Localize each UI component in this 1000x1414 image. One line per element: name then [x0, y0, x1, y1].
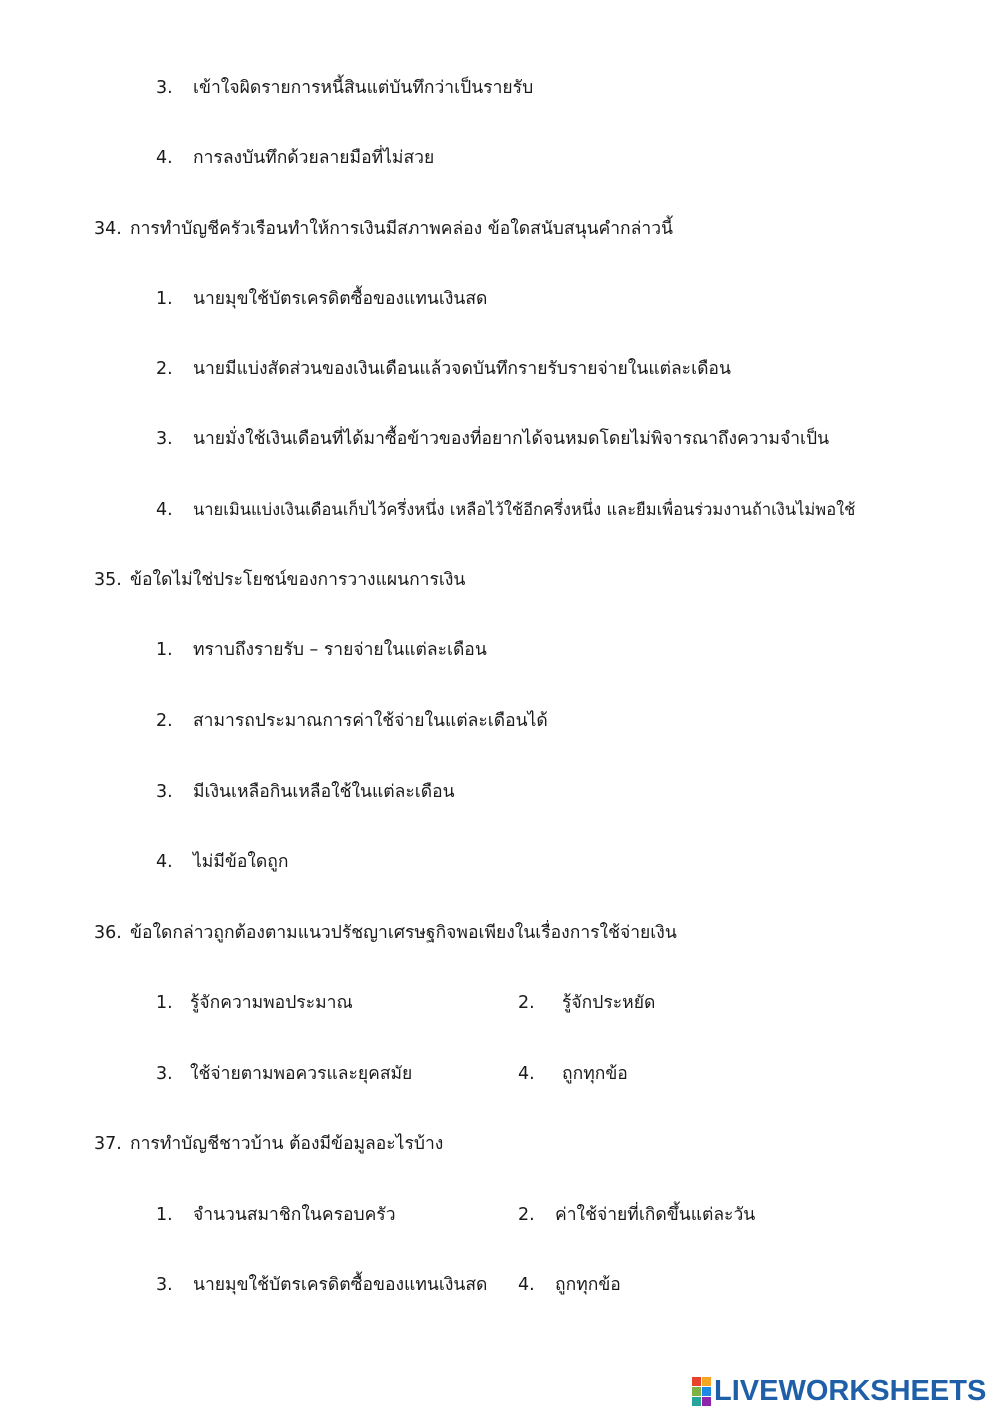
option-number: 1. — [156, 1205, 173, 1225]
liveworksheets-logo — [692, 1376, 986, 1406]
option-text: นายมั่งใช้เงินเดือนที่ได้มาซื้อข้าวของที่อยากได้จนหมดโดยไม่พิจารณาถึงความจำเป็น — [193, 429, 830, 449]
option-number: 1. — [156, 993, 173, 1013]
option-number: 4. — [156, 852, 173, 872]
option-number: 4. — [518, 1064, 535, 1084]
option-text: ไม่มีข้อใดถูก — [193, 852, 289, 872]
logo-square — [692, 1387, 701, 1396]
option-text: รู้จักความพอประมาณ — [190, 993, 353, 1013]
option-number: 2. — [518, 1205, 535, 1225]
option-text: จำนวนสมาชิกในครอบครัว — [193, 1205, 396, 1225]
question-number: 35. — [94, 570, 122, 590]
option-text: ทราบถึงรายรับ – รายจ่ายในแต่ละเดือน — [193, 640, 487, 660]
option-text: นายเมินแบ่งเงินเดือนเก็บไว้ครึ่งหนึ่ง เหลือไว้ใช้อีกครึ่งหนึ่ง และยืมเพื่อนร่วมงานถ้าเงินไม่พอใช้ — [193, 500, 856, 519]
option-number: 3. — [156, 78, 173, 98]
option-number: 4. — [156, 148, 173, 168]
logo-square — [692, 1397, 701, 1406]
question-number: 34. — [94, 219, 122, 239]
question-text: การทำบัญชีชาวบ้าน ต้องมีข้อมูลอะไรบ้าง — [130, 1134, 444, 1154]
logo-square — [692, 1377, 701, 1386]
option-number: 3. — [156, 1275, 173, 1295]
question-text: การทำบัญชีครัวเรือนทำให้การเงินมีสภาพคล่อง ข้อใดสนับสนุนคำกล่าวนี้ — [130, 219, 673, 239]
option-number: 3. — [156, 782, 173, 802]
option-text: ค่าใช้จ่ายที่เกิดขึ้นแต่ละวัน — [555, 1205, 756, 1225]
option-number: 2. — [156, 359, 173, 379]
option-text: นายมีแบ่งสัดส่วนของเงินเดือนแล้วจดบันทึกรายรับรายจ่ายในแต่ละเดือน — [193, 359, 731, 379]
brand-name: LIVEWORKSHEETS — [714, 1374, 987, 1407]
option-text: ใช้จ่ายตามพอควรและยุคสมัย — [190, 1064, 413, 1084]
option-number: 2. — [156, 711, 173, 731]
option-text: เข้าใจผิดรายการหนี้สินแต่บันทึกว่าเป็นรายรับ — [193, 78, 534, 98]
question-text: ข้อใดไม่ใช่ประโยชน์ของการวางแผนการเงิน — [130, 570, 466, 590]
logo-square — [702, 1377, 711, 1386]
option-text: ถูกทุกข้อ — [562, 1064, 628, 1084]
option-number: 2. — [518, 993, 535, 1013]
option-text: นายมุขใช้บัตรเครดิตซื้อของแทนเงินสด — [193, 1275, 488, 1295]
option-number: 1. — [156, 640, 173, 660]
option-text: การลงบันทึกด้วยลายมือที่ไม่สวย — [193, 148, 435, 168]
option-number: 3. — [156, 429, 173, 449]
option-number: 1. — [156, 289, 173, 309]
question-number: 36. — [94, 923, 122, 943]
option-text: นายมุขใช้บัตรเครดิตซื้อของแทนเงินสด — [193, 289, 488, 309]
option-text: สามารถประมาณการค่าใช้จ่ายในแต่ละเดือนได้ — [193, 711, 548, 731]
question-number: 37. — [94, 1134, 122, 1154]
logo-square — [702, 1387, 711, 1396]
logo-square — [702, 1397, 711, 1406]
option-number: 3. — [156, 1064, 173, 1084]
question-text: ข้อใดกล่าวถูกต้องตามแนวปรัชญาเศรษฐกิจพอเพียงในเรื่องการใช้จ่ายเงิน — [130, 923, 677, 943]
logo-icon — [692, 1377, 711, 1406]
option-text: ถูกทุกข้อ — [555, 1275, 621, 1295]
option-text: รู้จักประหยัด — [562, 993, 656, 1013]
option-number: 4. — [156, 500, 173, 520]
option-text: มีเงินเหลือกินเหลือใช้ในแต่ละเดือน — [193, 782, 455, 802]
option-number: 4. — [518, 1275, 535, 1295]
